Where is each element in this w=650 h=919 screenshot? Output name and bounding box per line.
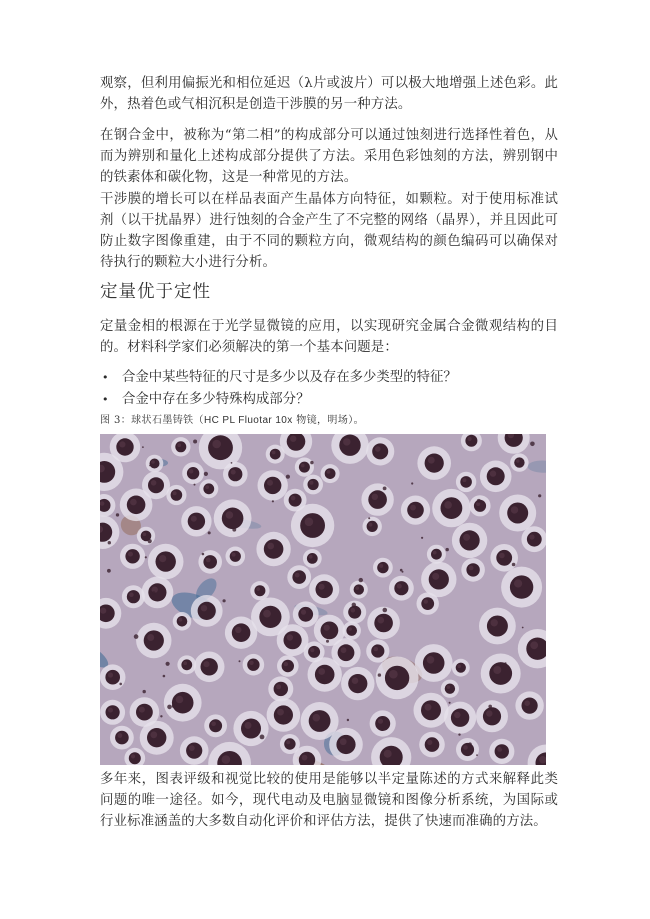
figure-caption	[100, 414, 558, 428]
paragraph-polarized-light: 观察，但利用偏振光和相位延迟（λ片或波片）可以极大地增强上述色彩。此外，热着色或气相沉积是创造干涉膜的另一种方法。	[100, 76, 558, 112]
nodular-cast-iron-micrograph	[100, 434, 546, 765]
paragraph-interference-film: 干涉膜的增长可以在样品表面产生晶体方向特征，如颗粒。对于使用标准试剂（以干扰晶界）进行蚀刻的合金产生了不完整的网络（晶界），并且因此可防止数字图像重建，由于不同的颗粒方向，微观结构的颜色编码可以确保对待执行的颗粒大小进行分析。	[100, 192, 558, 270]
caption-objective: HC PL Fluotar 10x	[203, 415, 293, 426]
paragraph-quantitative-metallography: 定量金相的根源在于光学显微镜的应用，以实现研究金属合金微观结构的目的。材料科学家们必须解决的第一个基本问题是：	[100, 319, 558, 355]
question-list	[100, 367, 558, 411]
list-item	[100, 367, 558, 389]
paragraph-image-analysis: 多年来，图表评级和视觉比较的使用是能够以半定量陈述的方式来解释此类问题的唯一途径。如今，现代电动及电脑显微镜和图像分析系统，为国际或行业标准涵盖的大多数自动化评价和评估方法，提供了快速而准确的方法。	[100, 772, 558, 829]
micrograph-image	[100, 434, 546, 765]
list-item	[100, 389, 558, 411]
paragraph-second-phase-etching: 在钢合金中，被称为“第二相”的构成部分可以通过蚀刻进行选择性着色，从而为辨别和量化上述构成部分提供了方法。采用色彩蚀刻的方法，辨别钢中的铁素体和碳化物，这是一种常见的方法。	[100, 128, 558, 185]
list-item-text: 合金中存在多少特殊构成部分？	[122, 392, 310, 407]
list-item-text: 合金中某些特征的尺寸是多少以及存在多少类型的特征？	[122, 370, 457, 385]
caption-suffix: 物镜，明场）。	[292, 415, 365, 426]
caption-prefix: 图 3：球状石墨铸铁（	[100, 415, 204, 426]
bullet-marker: •	[102, 371, 109, 384]
section-heading: 定量优于定性	[100, 282, 211, 302]
bullet-marker: •	[102, 393, 109, 406]
